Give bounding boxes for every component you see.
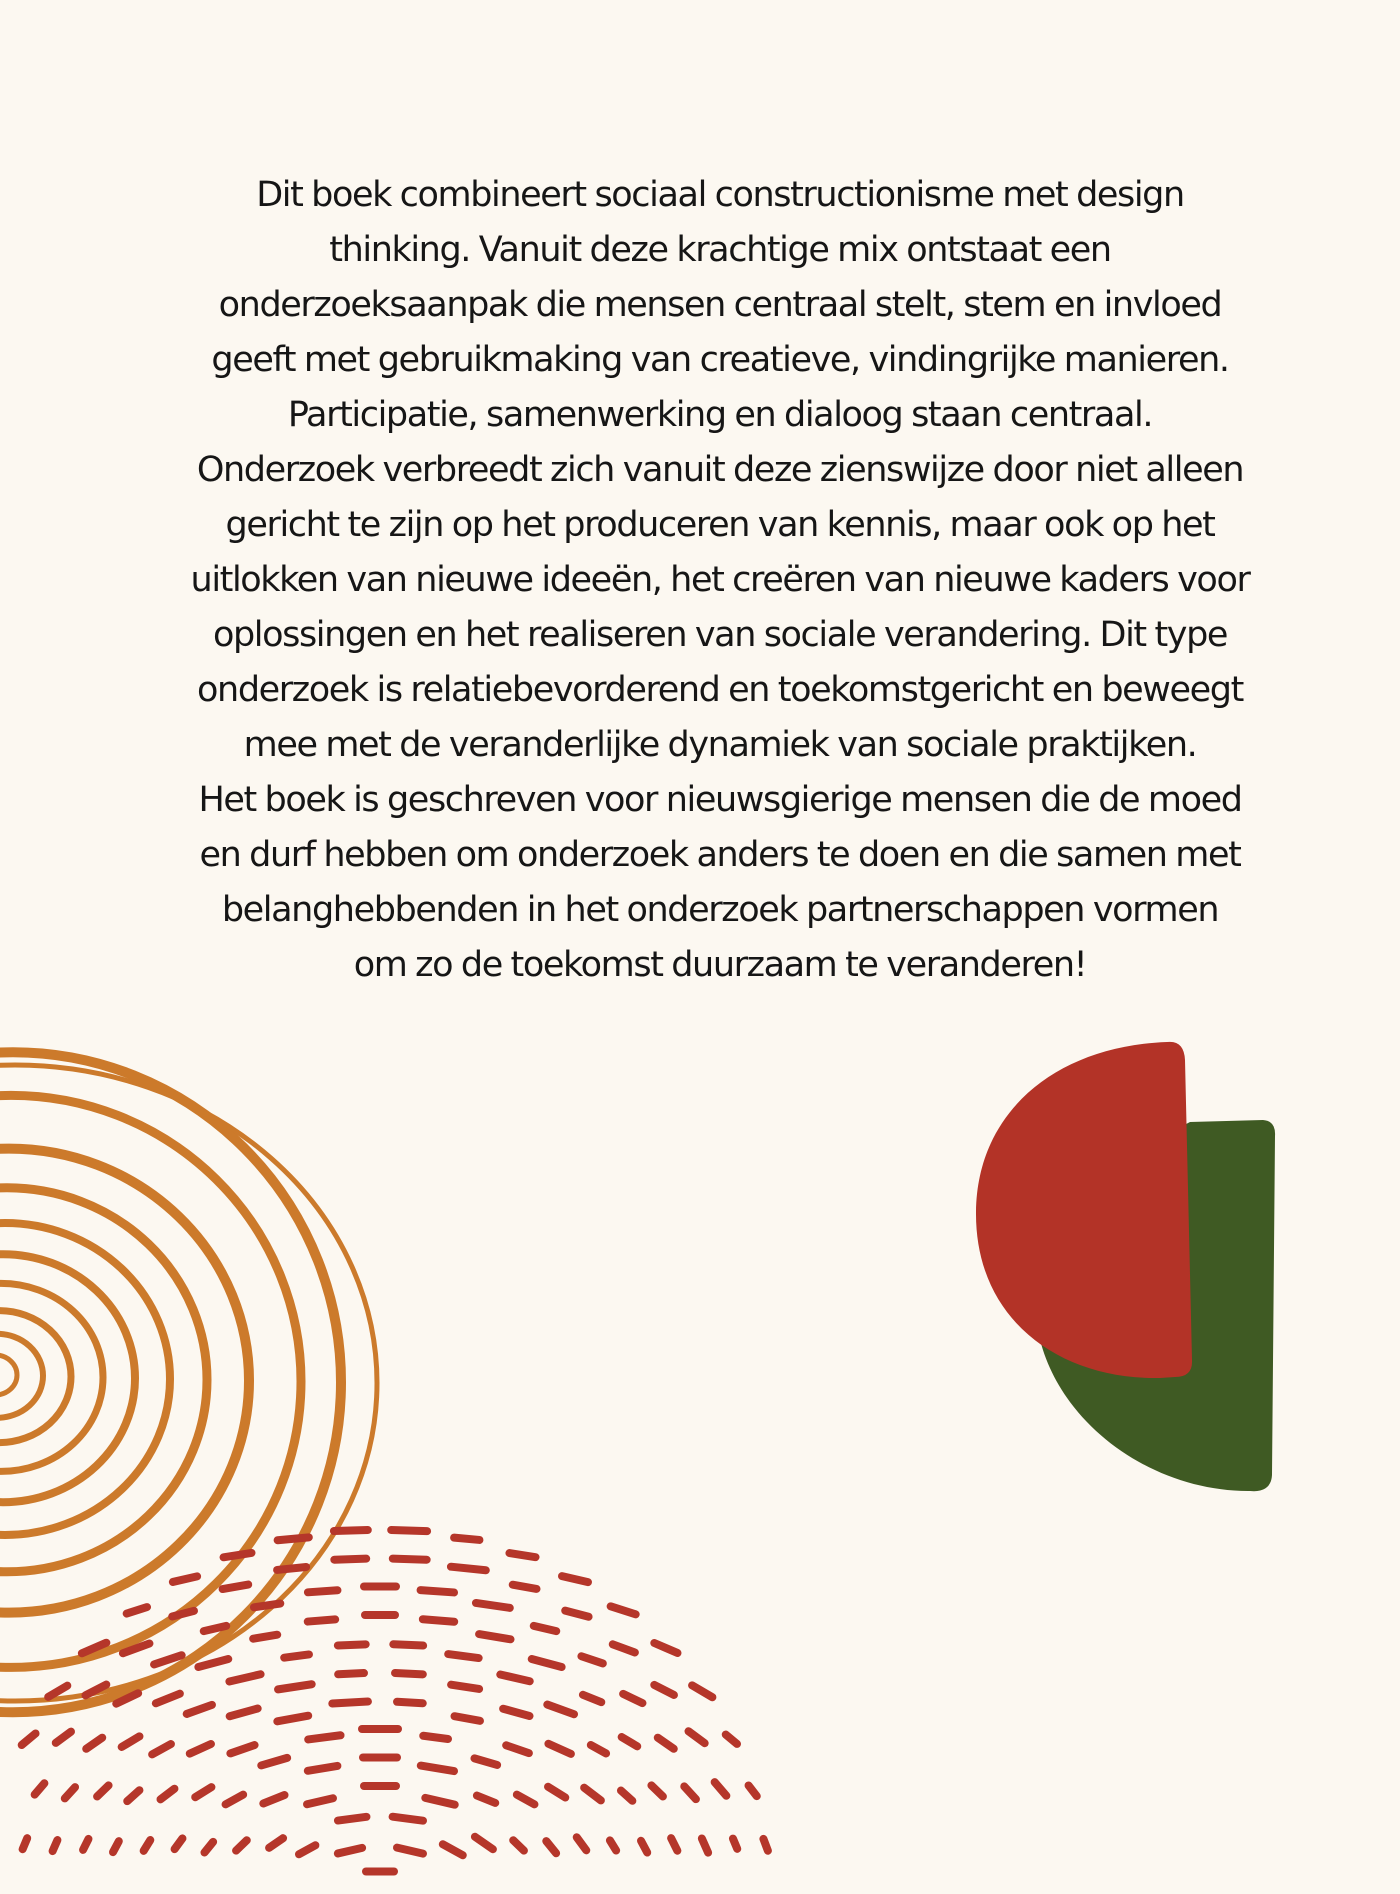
dash-stroke <box>476 1603 510 1608</box>
blurb-line: belanghebbenden in het onderzoek partnerschappen vormen <box>221 890 1219 930</box>
dash-stroke <box>308 1735 340 1739</box>
dash-stroke <box>532 1659 562 1667</box>
dash-stroke <box>187 1705 212 1714</box>
dash-stroke <box>334 1530 368 1531</box>
dash-stroke <box>65 1787 75 1798</box>
blurb-line: uitlokken van nieuwe ideeën, het creëren van nieuwe kaders voor <box>190 560 1250 600</box>
dash-stroke <box>263 1795 284 1803</box>
dash-stroke <box>338 1673 364 1674</box>
dash-stroke <box>577 1837 587 1850</box>
dash-stroke <box>236 1840 247 1850</box>
dash-stroke <box>425 1798 454 1805</box>
dash-stroke <box>56 1732 71 1743</box>
blurb-line: Dit boek combineert sociaal constructionisme met design <box>256 175 1184 215</box>
dash-stroke <box>474 1758 497 1765</box>
dash-stroke <box>127 1607 147 1613</box>
dash-stroke <box>506 1745 529 1753</box>
dash-stroke <box>454 1538 479 1540</box>
dash-stroke <box>702 1838 708 1852</box>
dash-stroke <box>35 1783 45 1794</box>
dash-stroke <box>307 1798 333 1804</box>
dash-stroke <box>689 1731 705 1743</box>
dash-stroke <box>195 1787 211 1797</box>
dash-stroke <box>338 1817 367 1821</box>
dash-stroke <box>299 1845 315 1854</box>
dash-stroke <box>421 1590 454 1592</box>
blurb-line: thinking. Vanuit deze krachtige mix ontstaat een <box>329 230 1111 270</box>
dash-stroke <box>308 1766 338 1771</box>
dash-stroke <box>308 1590 338 1592</box>
dash-stroke <box>548 1744 571 1754</box>
blurb-line: onderzoeksaanpak die mensen centraal stelt, stem en invloed <box>218 285 1222 325</box>
dash-stroke <box>152 1744 171 1754</box>
dash-stroke <box>23 1838 28 1849</box>
dash-stroke <box>423 1736 448 1739</box>
dash-stroke <box>654 1643 677 1653</box>
dash-stroke <box>53 1840 58 1851</box>
dash-stroke <box>583 1695 601 1702</box>
dash-stroke <box>547 1705 574 1715</box>
dash-stroke <box>395 1673 423 1674</box>
dash-stroke <box>393 1644 423 1645</box>
dash-stroke <box>97 1785 108 1796</box>
blurb-line: gericht te zijn op het produceren van kennis, maar ook op het <box>225 505 1215 545</box>
ring-stroke <box>0 1334 43 1418</box>
dash-stroke <box>423 1619 454 1621</box>
blurb-line: Participatie, samenwerking en dialoog staan centraal. <box>287 395 1153 435</box>
dash-stroke <box>726 1735 737 1744</box>
dash-stroke <box>565 1611 588 1617</box>
dash-stroke <box>229 1674 260 1681</box>
dash-stroke <box>277 1567 306 1570</box>
dash-stroke <box>651 1785 662 1796</box>
dash-stroke <box>733 1839 737 1849</box>
blurb-line: geeft met gebruikmaking van creatieve, vindingrijke manieren. <box>211 340 1229 380</box>
dash-stroke <box>156 1694 180 1704</box>
dash-stroke <box>175 1838 183 1849</box>
dash-stroke <box>144 1840 151 1851</box>
dash-stroke <box>763 1839 767 1851</box>
dash-stroke <box>451 1567 486 1571</box>
dash-stroke <box>397 1848 423 1854</box>
dash-stroke <box>122 1736 140 1747</box>
blurb-line: oplossingen en het realiseren van sociale verandering. Dit type <box>212 615 1228 655</box>
dash-stroke <box>692 1685 712 1697</box>
dash-stroke <box>517 1795 535 1805</box>
dash-stroke <box>421 1766 454 1772</box>
dash-stroke <box>622 1737 638 1746</box>
ring-stroke <box>0 1355 17 1395</box>
ring-stroke <box>0 1223 170 1535</box>
dash-stroke <box>224 1553 252 1557</box>
blurb-line: mee met de veranderlijke dynamiek van sociale praktijken. <box>243 725 1197 765</box>
dash-stroke <box>204 1842 213 1853</box>
dash-stroke <box>113 1841 119 1852</box>
dash-stroke <box>749 1785 757 1796</box>
blurb-line: onderzoek is relatiebevorderend en toekomstgericht en beweegt <box>197 670 1243 710</box>
dash-stroke <box>161 1789 175 1800</box>
dash-stroke <box>654 1685 674 1695</box>
dash-stroke <box>86 1738 102 1749</box>
dash-stroke <box>479 1634 510 1639</box>
half-circle-icon <box>976 1042 1192 1378</box>
dash-stroke <box>278 1684 312 1689</box>
dash-stroke <box>611 1606 636 1614</box>
dash-stroke <box>562 1576 588 1582</box>
dash-stroke <box>172 1611 194 1617</box>
dash-stroke <box>332 1702 368 1704</box>
dash-stroke <box>393 1559 427 1560</box>
dash-stroke <box>513 1585 537 1589</box>
dash-stroke <box>284 1654 309 1657</box>
dash-stroke <box>338 1644 366 1645</box>
dash-stroke <box>334 1559 366 1560</box>
dash-stroke <box>503 1709 529 1716</box>
dash-stroke <box>204 1626 227 1631</box>
dash-stroke <box>230 1708 258 1716</box>
dash-stroke <box>546 1841 556 1853</box>
dash-stroke <box>393 1817 423 1821</box>
dash-stroke <box>48 1686 67 1697</box>
dash-stroke <box>226 1795 244 1805</box>
dash-stroke <box>658 1738 674 1749</box>
dash-stroke <box>581 1656 602 1663</box>
blurb-line: om zo de toekomst duurzaam te veranderen! <box>353 945 1087 985</box>
dash-stroke <box>500 1674 529 1681</box>
dash-stroke <box>671 1838 677 1851</box>
dash-stroke <box>277 1716 308 1722</box>
dash-stroke <box>253 1635 277 1639</box>
dash-stroke <box>254 1603 280 1607</box>
dash-stroke <box>198 1659 228 1667</box>
dash-stroke <box>513 1840 524 1850</box>
dash-stroke <box>715 1782 727 1796</box>
dash-stroke <box>338 1848 362 1854</box>
dash-stroke <box>534 1626 557 1631</box>
dash-stroke <box>610 1840 616 1850</box>
dash-stroke <box>190 1744 211 1754</box>
dash-stroke <box>397 1702 423 1703</box>
dash-stroke <box>83 1839 88 1850</box>
dash-stroke <box>475 1837 493 1849</box>
ring-stroke <box>0 1311 71 1443</box>
dash-stroke <box>391 1530 427 1531</box>
blurb-line: Onderzoek verbreedt zich vanuit deze zienswijze door niet alleen <box>196 450 1244 490</box>
dash-stroke <box>22 1733 36 1745</box>
dash-stroke <box>451 1685 479 1689</box>
dash-stroke <box>641 1841 647 1853</box>
dash-stroke <box>443 1844 463 1855</box>
dash-stroke <box>230 1745 254 1753</box>
dash-stroke <box>509 1553 535 1557</box>
dash-stroke <box>477 1796 495 1803</box>
dash-stroke <box>269 1838 283 1848</box>
dash-stroke <box>448 1654 478 1658</box>
dash-stroke <box>621 1791 632 1801</box>
dash-stroke <box>684 1786 696 1799</box>
dash-stroke <box>548 1787 565 1798</box>
dash-stroke <box>613 1644 635 1652</box>
dash-stroke <box>173 1576 197 1582</box>
dash-stroke <box>591 1745 606 1753</box>
dash-stroke <box>584 1788 601 1801</box>
blurb-line: Het boek is geschreven voor nieuwsgierige mensen die de moed <box>198 780 1242 820</box>
dash-stroke <box>308 1619 335 1621</box>
dash-stroke <box>261 1758 287 1766</box>
dash-stroke <box>127 1790 139 1801</box>
dash-stroke <box>623 1694 642 1703</box>
dash-stroke <box>455 1716 480 1721</box>
blurb-line: en durf hebben om onderzoek anders te doen en die samen met <box>199 835 1241 875</box>
dash-stroke <box>278 1537 309 1540</box>
ring-stroke <box>0 1149 249 1613</box>
dash-stroke <box>223 1585 249 1589</box>
